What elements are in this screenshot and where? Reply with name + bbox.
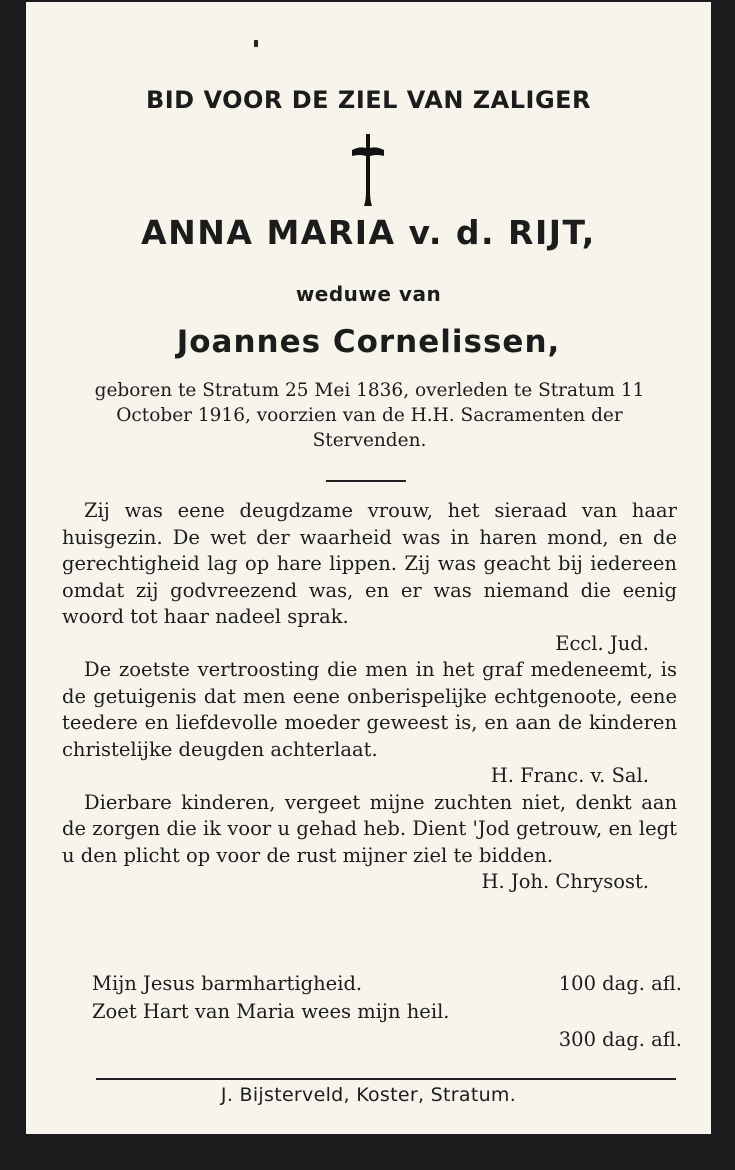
memorial-card: [26, 2, 711, 1134]
divider-short: [326, 480, 406, 482]
indulgences: [92, 970, 682, 1054]
indulgence-prayer: Mijn Jesus barmhartigheid.: [92, 972, 363, 995]
passage-attribution: Eccl. Jud.: [555, 631, 649, 655]
indulgence-days: 300 dag. afl.: [558, 1028, 682, 1051]
passage-attribution: H. Franc. v. Sal.: [490, 764, 649, 787]
deceased-name: ANNA MARIA v. d. RIJT,: [141, 213, 596, 252]
cross-icon: [348, 134, 388, 206]
widow-of-label: weduwe van: [295, 282, 442, 306]
indulgence-days: 100 dag. afl.: [558, 972, 682, 995]
spouse-name: Joannes Cornelissen,: [176, 324, 561, 360]
indulgence-prayer: Zoet Hart van Maria wees mijn heil.: [92, 1000, 450, 1023]
indulgence-row: [92, 970, 682, 998]
passage-text: De zoetste vertroosting die men in het graf medeneemt, is de getuigenis dat men eene onberispelijke echtgenoote, eene teedere en liefdevolle moeder geweest is, en aan de kinderen christelijke deugden achterlaat.: [62, 658, 677, 761]
passage-attribution: H. Joh. Chrysost.: [481, 870, 649, 893]
passages: [62, 498, 677, 896]
passage-text: Dierbare kinderen, vergeet mijne zuchten niet, denkt aan de zorgen die ik voor u gehad heb. Dient 'Jod getrouw, en legt u den plicht op voor de rust mijner ziel te bidden.: [62, 790, 677, 867]
biography: geboren te Stratum 25 Mei 1836, overleden te Stratum 11 October 1916, voorzien van de H.H. Sacramenten der Stervenden.: [94, 380, 645, 451]
passage-text: Zij was eene deugdzame vrouw, het sieraad van haar huisgezin. De wet der waarheid was in haren mond, en de gerechtigheid lag op hare lippen. Zij was geacht bij iedereen omdat zij godvreezend was, en er was niemand die eenig woord tot haar nadeel sprak.: [62, 499, 677, 628]
card-header: BID VOOR DE ZIEL VAN ZALIGER: [145, 86, 592, 114]
printer-credit: J. Bijsterveld, Koster, Stratum.: [220, 1084, 517, 1106]
divider-long: [96, 1078, 676, 1080]
ink-speck: [254, 40, 258, 47]
